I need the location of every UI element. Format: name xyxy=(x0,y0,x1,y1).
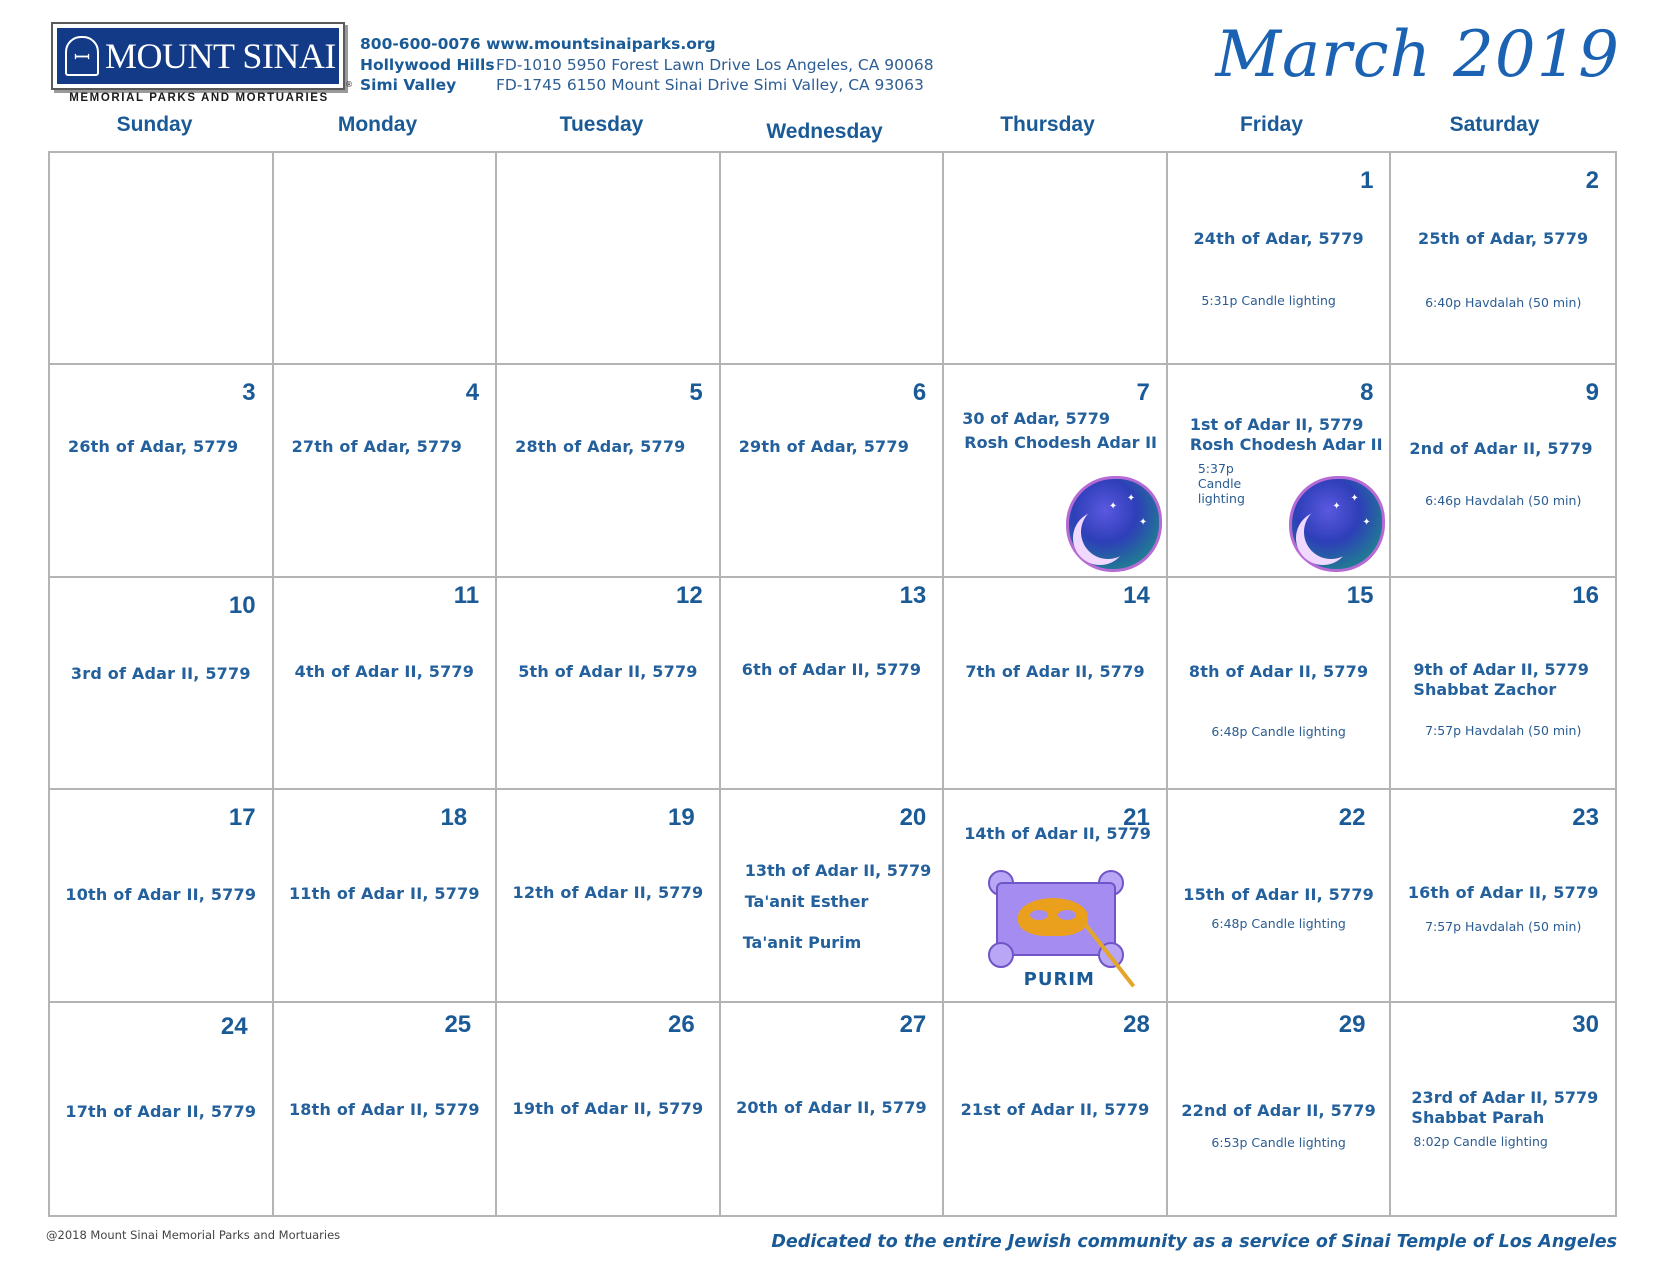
hebrew-date: 6th of Adar II, 5779 xyxy=(741,659,922,679)
hebrew-date: 13th of Adar II, 5779 xyxy=(744,861,932,881)
day-cell-20[interactable] xyxy=(721,790,945,1002)
day-number: 21 xyxy=(1123,804,1150,832)
weekday-saturday: Saturday xyxy=(1449,113,1540,136)
registered-mark: ® xyxy=(345,80,353,89)
candle-lighting-time: 8:02p Candle lighting xyxy=(1413,1133,1548,1149)
day-number: 10 xyxy=(228,591,256,619)
location-simi-valley xyxy=(360,75,924,96)
logo-text: MOUNT SINAI xyxy=(105,36,336,76)
location-detail: FD-1745 6150 Mount Sinai Drive Simi Valley, CA 93063 xyxy=(496,76,924,94)
hebrew-date: 9th of Adar II, 5779 xyxy=(1413,659,1589,679)
day-cell-23[interactable] xyxy=(1391,790,1615,1002)
day-cell-7[interactable] xyxy=(944,365,1168,577)
hebrew-date: 4th of Adar II, 5779 xyxy=(294,661,475,681)
day-cell-5[interactable] xyxy=(497,365,721,577)
day-cell-30[interactable] xyxy=(1391,1003,1615,1215)
day-cell-empty xyxy=(274,153,498,365)
weekday-sunday: Sunday xyxy=(116,113,193,136)
hebrew-date: 30 of Adar, 5779 xyxy=(962,409,1110,429)
hebrew-date: 16th of Adar II, 5779 xyxy=(1407,883,1599,903)
hebrew-date: 20th of Adar II, 5779 xyxy=(736,1097,927,1117)
day-number: 25 xyxy=(444,1010,472,1038)
day-number: 8 xyxy=(1360,379,1374,407)
location-label: Simi Valley xyxy=(360,76,457,94)
day-number: 7 xyxy=(1136,379,1150,407)
day-cell-10[interactable] xyxy=(50,578,274,790)
hebrew-date: 5th of Adar II, 5779 xyxy=(518,661,698,681)
day-number: 15 xyxy=(1346,581,1374,609)
day-cell-8[interactable] xyxy=(1168,365,1392,577)
day-cell-12[interactable] xyxy=(497,578,721,790)
hebrew-date: 26th of Adar, 5779 xyxy=(68,437,239,457)
hebrew-date: 21st of Adar II, 5779 xyxy=(960,1099,1150,1119)
weekday-thursday: Thursday xyxy=(1000,113,1095,136)
day-cell-15[interactable] xyxy=(1168,578,1392,790)
day-number: 2 xyxy=(1585,167,1599,194)
hebrew-date: 12th of Adar II, 5779 xyxy=(512,883,704,903)
day-cell-6[interactable] xyxy=(721,365,945,577)
purim-scroll-mask-icon xyxy=(984,862,1134,992)
candle-lighting-time: 6:53p Candle lighting xyxy=(1211,1134,1346,1150)
day-number: 27 xyxy=(899,1010,927,1038)
day-number: 23 xyxy=(1572,804,1599,832)
day-number: 20 xyxy=(899,804,927,832)
day-cell-22[interactable] xyxy=(1168,790,1392,1002)
weekday-friday: Friday xyxy=(1239,113,1304,136)
day-cell-21[interactable] xyxy=(944,790,1168,1002)
purim-label: PURIM xyxy=(1023,969,1095,991)
day-number: 9 xyxy=(1585,379,1599,407)
logo xyxy=(51,22,345,90)
holiday-label: Shabbat Parah xyxy=(1411,1107,1545,1127)
day-number: 11 xyxy=(453,581,480,609)
day-number: 16 xyxy=(1572,581,1599,609)
fast-day-label: Ta'anit Esther xyxy=(744,892,869,912)
hebrew-date: 3rd of Adar II, 5779 xyxy=(70,663,251,683)
hebrew-date: 22nd of Adar II, 5779 xyxy=(1181,1100,1376,1120)
weekday-monday: Monday xyxy=(337,113,418,136)
day-number: 6 xyxy=(912,379,927,407)
weekday-wednesday: Wednesday xyxy=(766,120,883,143)
mount-sinai-emblem-icon: ꟷ xyxy=(65,36,99,76)
havdalah-time: 7:57p Havdalah (50 min) xyxy=(1425,919,1582,935)
day-cell-empty xyxy=(944,153,1168,365)
candle-lighting-time: 6:48p Candle lighting xyxy=(1211,723,1346,739)
day-cell-28[interactable] xyxy=(944,1003,1168,1215)
hebrew-date: 14th of Adar II, 5779 xyxy=(964,824,1151,844)
day-cell-empty xyxy=(497,153,721,365)
havdalah-time: 7:57p Havdalah (50 min) xyxy=(1425,722,1582,738)
hebrew-date: 7th of Adar II, 5779 xyxy=(965,661,1145,681)
logo-subtitle: MEMORIAL PARKS AND MORTUARIES xyxy=(69,92,329,104)
copyright-notice: @2018 Mount Sinai Memorial Parks and Mortuaries xyxy=(46,1228,341,1242)
calendar-grid xyxy=(48,151,1617,1217)
day-cell-13[interactable] xyxy=(721,578,945,790)
hebrew-date: 27th of Adar, 5779 xyxy=(291,437,462,457)
contact-block xyxy=(360,34,934,96)
rosh-chodesh-moon-icon: ✦ ✦ ✦ xyxy=(1289,476,1385,572)
hebrew-date: 15th of Adar II, 5779 xyxy=(1183,885,1375,905)
hebrew-date: 19th of Adar II, 5779 xyxy=(512,1098,704,1118)
day-cell-27[interactable] xyxy=(721,1003,945,1215)
day-cell-24[interactable] xyxy=(50,1003,274,1215)
day-cell-19[interactable] xyxy=(497,790,721,1002)
hebrew-date: 10th of Adar II, 5779 xyxy=(65,885,257,905)
hebrew-date: 1st of Adar II, 5779 xyxy=(1189,415,1364,435)
dedication-text: Dedicated to the entire Jewish community as a service of Sinai Temple of Los Angeles xyxy=(771,1232,1617,1252)
hebrew-date: 18th of Adar II, 5779 xyxy=(288,1099,480,1119)
day-cell-1[interactable] xyxy=(1168,153,1392,365)
day-cell-11[interactable] xyxy=(274,578,498,790)
day-cell-9[interactable] xyxy=(1391,365,1615,577)
logo-banner xyxy=(57,28,339,84)
fast-day-label: Ta'anit Purim xyxy=(742,933,862,953)
location-label: Hollywood Hills xyxy=(360,55,495,74)
weekday-tuesday: Tuesday xyxy=(559,113,644,136)
hebrew-date: 2nd of Adar II, 5779 xyxy=(1409,439,1593,459)
month-title: March 2019 xyxy=(1215,18,1620,92)
day-number: 24 xyxy=(220,1012,248,1040)
hebrew-date: 25th of Adar, 5779 xyxy=(1418,229,1589,248)
hebrew-date: 24th of Adar, 5779 xyxy=(1193,229,1364,248)
hebrew-date: 11th of Adar II, 5779 xyxy=(288,884,480,904)
hebrew-date: 29th of Adar, 5779 xyxy=(738,437,910,457)
havdalah-time: 6:40p Havdalah (50 min) xyxy=(1425,295,1582,310)
location-hollywood-hills xyxy=(360,55,934,76)
candle-lighting-time: 6:48p Candle lighting xyxy=(1211,916,1346,932)
day-number: 19 xyxy=(668,804,695,832)
day-number: 22 xyxy=(1338,804,1366,832)
location-detail: FD-1010 5950 Forest Lawn Drive Los Angeles, CA 90068 xyxy=(496,55,934,74)
day-cell-26[interactable] xyxy=(497,1003,721,1215)
day-cell-29[interactable] xyxy=(1168,1003,1392,1215)
day-number: 28 xyxy=(1123,1010,1150,1038)
holiday-label: Rosh Chodesh Adar II xyxy=(1189,435,1383,455)
day-cell-16[interactable] xyxy=(1391,578,1615,790)
day-number: 4 xyxy=(465,379,480,407)
day-number: 13 xyxy=(899,581,927,609)
day-number: 26 xyxy=(668,1010,695,1038)
day-cell-18[interactable] xyxy=(274,790,498,1002)
candle-lighting-time: 5:31p Candle lighting xyxy=(1201,293,1336,308)
hebrew-date: 23rd of Adar II, 5779 xyxy=(1411,1087,1599,1107)
contact-phone-web: 800-600-0076 www.mountsinaiparks.org xyxy=(360,35,716,53)
day-cell-25[interactable] xyxy=(274,1003,498,1215)
holiday-label: Shabbat Zachor xyxy=(1413,679,1557,699)
holiday-label: Rosh Chodesh Adar II xyxy=(964,433,1157,453)
day-cell-4[interactable] xyxy=(274,365,498,577)
day-number: 3 xyxy=(242,379,256,407)
day-number: 1 xyxy=(1360,167,1374,194)
candle-lighting-time: 5:37p Candle lighting xyxy=(1197,461,1245,507)
day-number: 18 xyxy=(440,804,468,832)
day-cell-2[interactable] xyxy=(1391,153,1615,365)
hebrew-date: 8th of Adar II, 5779 xyxy=(1188,661,1369,681)
day-number: 30 xyxy=(1572,1010,1599,1038)
day-cell-empty xyxy=(50,153,274,365)
hebrew-date: 17th of Adar II, 5779 xyxy=(65,1101,257,1121)
day-number: 12 xyxy=(676,581,703,609)
day-cell-17[interactable] xyxy=(50,790,274,1002)
day-cell-empty xyxy=(721,153,945,365)
day-number: 14 xyxy=(1123,581,1150,609)
day-number: 17 xyxy=(228,804,256,832)
rosh-chodesh-moon-icon: ✦ ✦ ✦ xyxy=(1066,476,1162,572)
havdalah-time: 6:46p Havdalah (50 min) xyxy=(1425,493,1582,509)
day-cell-14[interactable] xyxy=(944,578,1168,790)
hebrew-date: 28th of Adar, 5779 xyxy=(515,437,686,457)
day-number: 5 xyxy=(689,379,703,407)
day-cell-3[interactable] xyxy=(50,365,274,577)
day-number: 29 xyxy=(1338,1010,1366,1038)
